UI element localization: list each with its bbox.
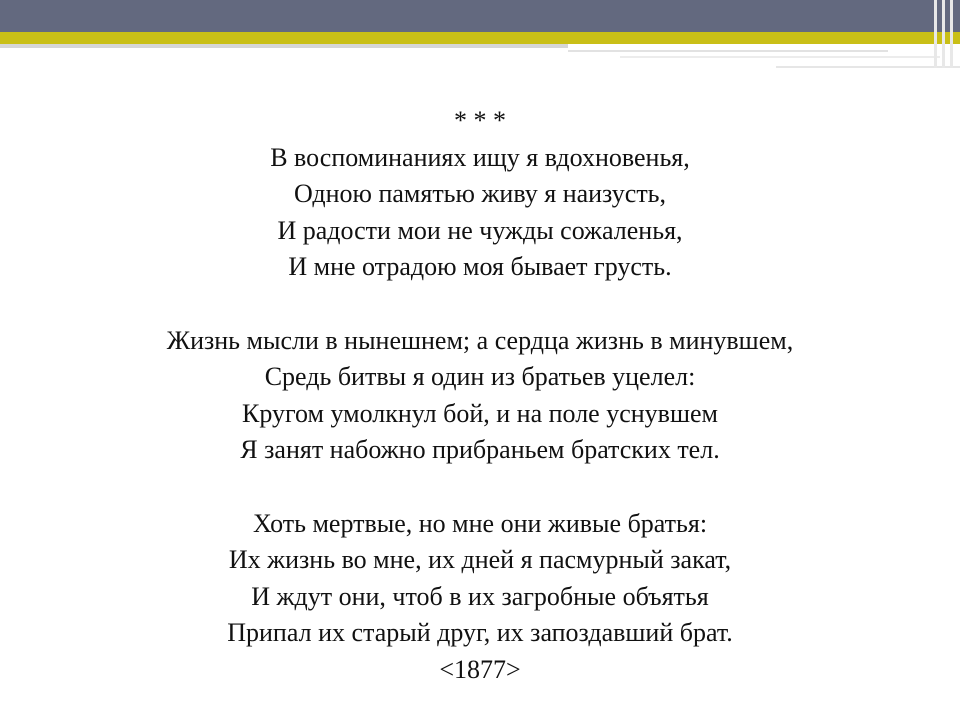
poem-line: И ждут они, чтоб в их загробные объятья (251, 581, 709, 611)
header-slate-bar (0, 0, 960, 32)
poem-line: Жизнь мысли в нынешнем; а сердца жизнь в минувшем, (166, 325, 794, 355)
poem-line: И мне отрадою моя бывает грусть. (288, 252, 672, 282)
header-gray-bar (0, 44, 568, 48)
poem-line: Я занят набожно прибраньем братских тел. (240, 435, 720, 465)
poem-line: Хоть мертвые, но мне они живые братья: (252, 508, 708, 538)
stanza-gap (0, 286, 960, 323)
header-corner-stripe (942, 0, 945, 68)
poem-line: Их жизнь во мне, их дней я пасмурный закат, (228, 545, 732, 575)
poem-line: И радости мои не чужды сожаленья, (277, 215, 683, 245)
poem-date: <1877> (439, 654, 521, 684)
header-corner-stripe (934, 0, 937, 68)
slide-header-decoration (0, 0, 960, 80)
header-olive-bar (0, 32, 960, 44)
poem-line: Кругом умолкнул бой, и на поле уснувшем (242, 398, 718, 428)
poem-line: В воспоминаниях ищу я вдохновенья, (270, 142, 690, 172)
header-accent-line (568, 50, 888, 52)
header-accent-line (620, 56, 940, 58)
header-corner-stripe (950, 0, 953, 68)
header-accent-line (776, 66, 960, 68)
poem-line: Средь битвы я один из братьев уцелел: (264, 362, 696, 392)
poem-line: Припал их старый друг, их запоздавший брат. (227, 618, 733, 648)
poem-separator: * * * (454, 106, 506, 135)
poem-body (0, 103, 960, 689)
stanza-gap (0, 469, 960, 506)
poem-line: Одною памятью живу я наизусть, (293, 179, 667, 209)
